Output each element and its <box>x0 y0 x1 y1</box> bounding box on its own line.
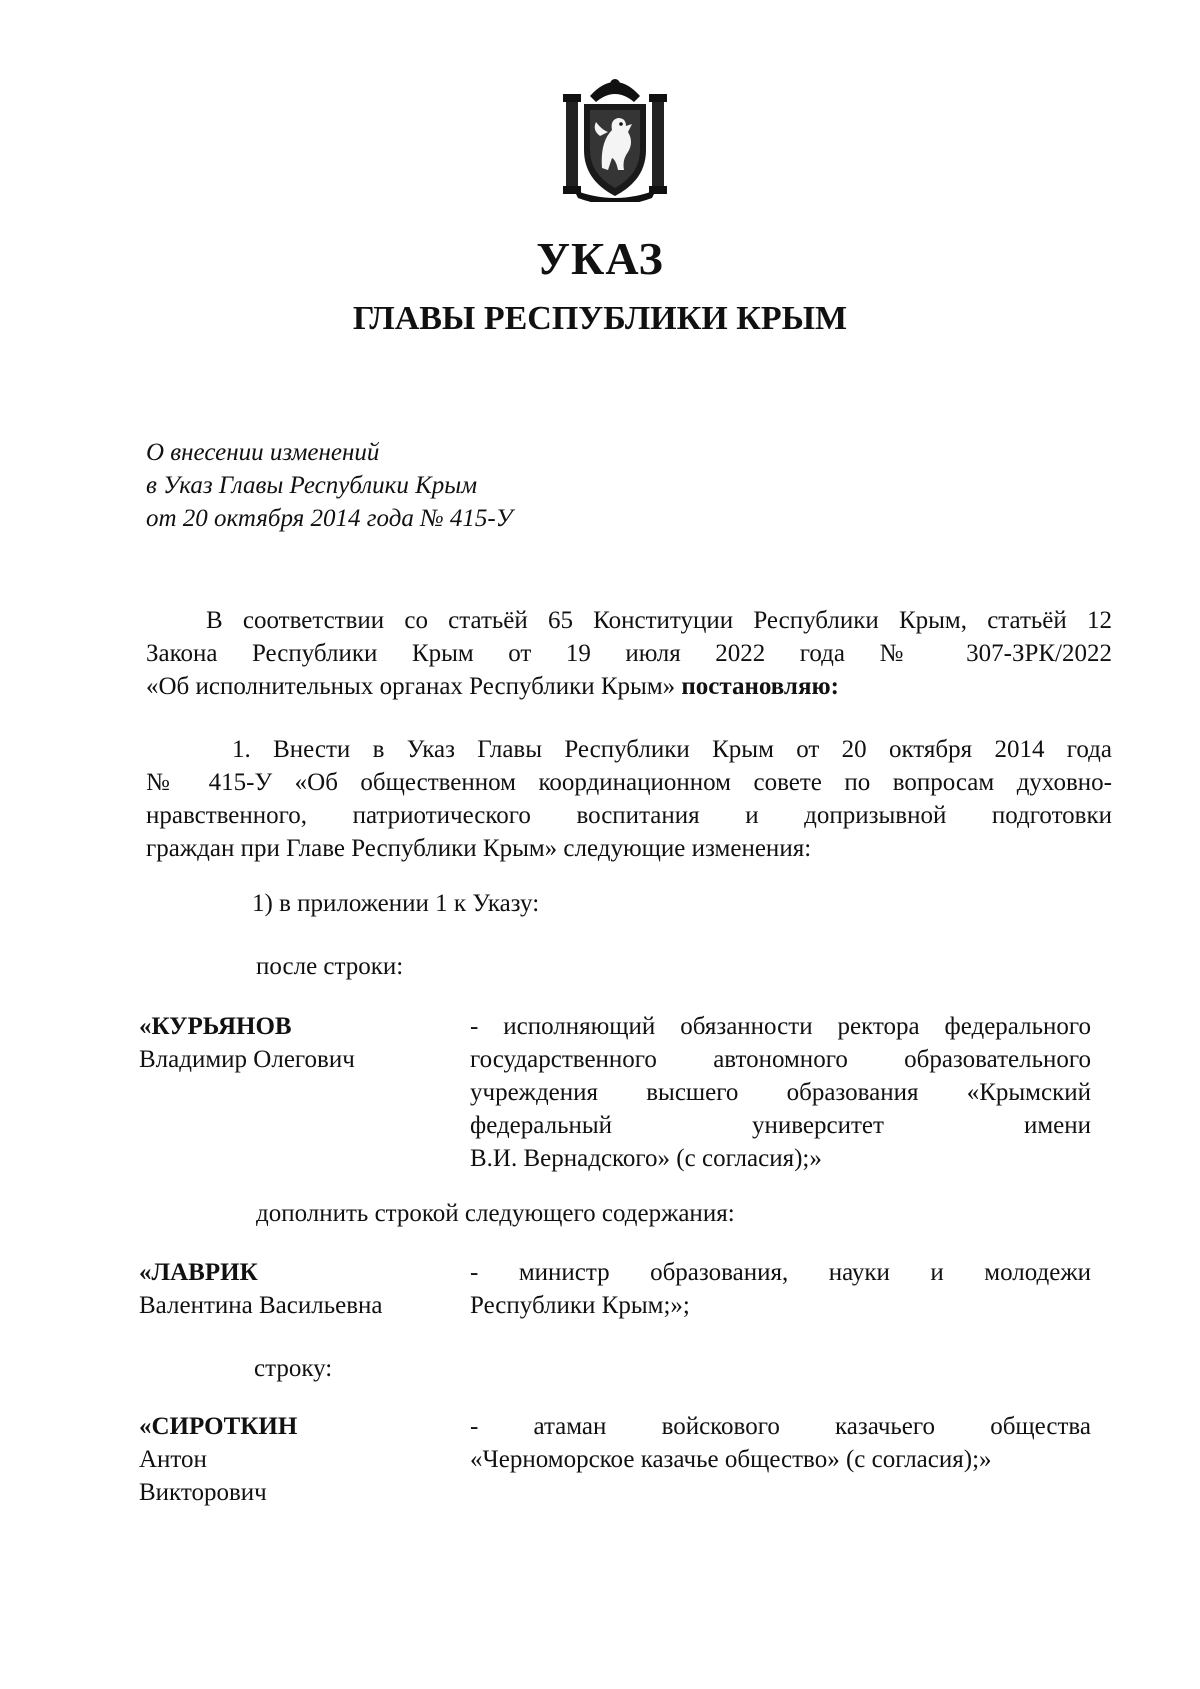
preamble-line: Закона Республики Крым от 19 июля 2022 года № 307-ЗРК/2022 <box>146 640 1112 667</box>
position-line: - исполняющий обязанности ректора федерального <box>470 1013 1091 1040</box>
decree-word: постановляю: <box>681 673 839 700</box>
position-line: - атаман войскового казачьего общества <box>470 1413 1091 1440</box>
member-surname: «СИРОТКИН <box>139 1413 298 1440</box>
member-surname: «ЛАВРИК <box>139 1259 258 1286</box>
item-1-line: нравственного, патриотического воспитания и допризывной подготовки <box>146 802 1112 829</box>
position-line: В.И. Вернадского» (с согласия);» <box>470 1145 822 1172</box>
document-subject <box>146 436 746 535</box>
member-name <box>139 1256 459 1322</box>
item-1-line: граждан при Главе Республики Крым» следующие изменения: <box>146 835 812 862</box>
add-row-label: дополнить строкой следующего содержания: <box>256 1200 735 1227</box>
position-line: федеральный университет имени <box>470 1112 1091 1139</box>
member-given-name: Владимир Олегович <box>139 1046 355 1073</box>
document-subtitle: ГЛАВЫ РЕСПУБЛИКИ КРЫМ <box>352 300 848 337</box>
item-1-line: № 415-У «Об общественном координационном совете по вопросам духовно- <box>146 769 1112 796</box>
after-row-label: после строки: <box>256 953 404 980</box>
position-line: Республики Крым;»; <box>470 1292 690 1319</box>
member-surname: «КУРЬЯНОВ <box>139 1013 292 1040</box>
member-given-name: Антон <box>139 1446 207 1473</box>
position-line: - министр образования, науки и молодежи <box>470 1259 1091 1286</box>
subject-line: в Указ Главы Республики Крым <box>146 472 478 499</box>
member-position <box>470 1256 1091 1322</box>
document-title: УКАЗ <box>536 233 664 284</box>
row-label: строку: <box>254 1355 333 1382</box>
preamble-line: В соответствии со статьёй 65 Конституции Республики Крым, статьёй 12 <box>206 607 1112 634</box>
preamble-line <box>146 670 1112 703</box>
preamble-law-title: «Об исполнительных органах Республики Крым» <box>146 673 676 700</box>
subject-line: от 20 октября 2014 года № 415-У <box>146 505 513 532</box>
item-1-line: 1. Внести в Указ Главы Республики Крым от 20 октября 2014 года <box>232 736 1112 763</box>
member-given-name: Валентина Васильевна <box>139 1292 383 1319</box>
member-position <box>470 1010 1091 1175</box>
position-line: государственного автономного образовательного <box>470 1046 1091 1073</box>
member-position <box>470 1410 1091 1476</box>
preamble-paragraph <box>146 604 1112 703</box>
position-line: учреждения высшего образования «Крымский <box>470 1079 1091 1106</box>
member-patronymic: Викторович <box>139 1479 267 1506</box>
subject-line: О внесении изменений <box>146 439 380 466</box>
crimea-coat-of-arms-icon <box>560 72 670 202</box>
item-1-paragraph <box>146 733 1112 865</box>
member-name <box>139 1410 459 1509</box>
member-name <box>139 1010 459 1076</box>
position-line: «Черноморское казачье общество» (с согласия);» <box>470 1446 992 1473</box>
subitem-1: 1) в приложении 1 к Указу: <box>252 890 540 917</box>
